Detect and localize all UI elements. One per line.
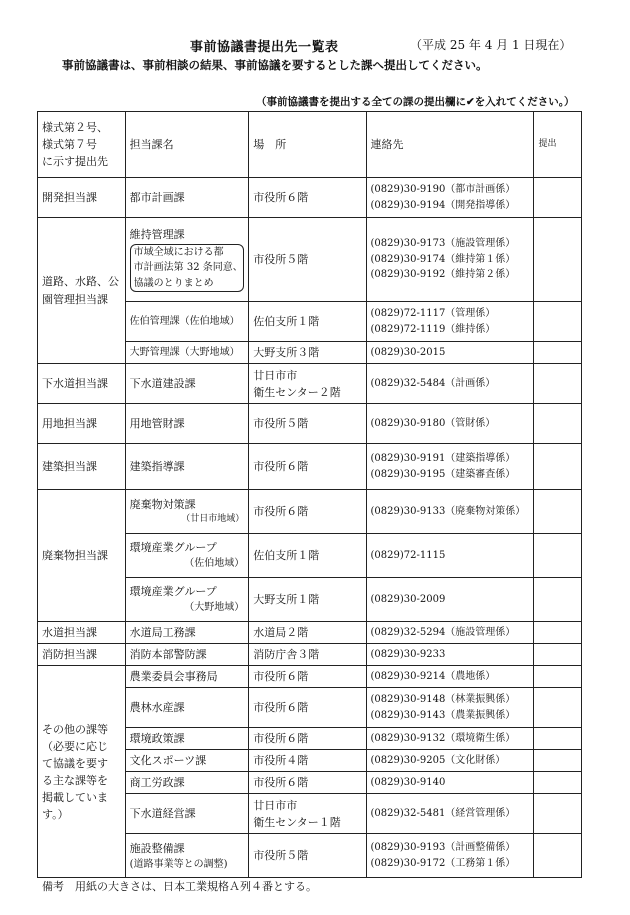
department-cell: 佐伯管理課（佐伯地域） — [125, 302, 249, 342]
category-cell: 下水道担当課 — [38, 364, 126, 404]
as-of-date: （平成 25 年 4 月 1 日現在） — [410, 38, 572, 52]
department-cell: 農業委員会事務局 — [125, 666, 249, 688]
location-cell: 市役所５階 — [249, 834, 366, 878]
document-title: 事前協議書提出先一覧表 — [190, 40, 339, 55]
location-cell: 廿日市市 衛生センター１階 — [249, 794, 366, 834]
category-cell: 消防担当課 — [38, 644, 126, 666]
department-cell: 環境政策課 — [125, 728, 249, 750]
contact-cell: (0829)30-9180（管財係） — [366, 404, 534, 444]
location-cell: 市役所６階 — [249, 666, 366, 688]
department-cell: 消防本部警防課 — [125, 644, 249, 666]
submit-checkbox-cell[interactable] — [534, 444, 582, 490]
table-row — [38, 666, 582, 688]
submit-checkbox-cell[interactable] — [534, 490, 582, 534]
department-cell: 文化スポーツ課 — [125, 750, 249, 772]
location-cell: 佐伯支所１階 — [249, 534, 366, 578]
department-cell: 維持管理課 市域全域における都 市計画法第 32 条同意、 協議のとりまとめ — [125, 218, 249, 302]
submit-checkbox-cell[interactable] — [534, 342, 582, 364]
location-cell: 大野支所３階 — [249, 342, 366, 364]
category-cell: 用地担当課 — [38, 404, 126, 444]
contact-cell: (0829)30-9190（都市計画係） (0829)30-9194（開発指導係） — [366, 178, 534, 218]
header-category: 様式第２号、 様式第７号 に示す提出先 — [38, 112, 126, 178]
department-cell: 都市計画課 — [125, 178, 249, 218]
location-cell: 消防庁舎３階 — [249, 644, 366, 666]
contact-cell: (0829)30-9205（文化財係） — [366, 750, 534, 772]
contact-cell: (0829)30-9132（環境衛生係） — [366, 728, 534, 750]
table-header-row — [38, 112, 582, 178]
department-cell: 商工労政課 — [125, 772, 249, 794]
contact-cell: (0829)30-9140 — [366, 772, 534, 794]
submit-checkbox-cell[interactable] — [534, 834, 582, 878]
table-row — [38, 404, 582, 444]
location-cell: 大野支所１階 — [249, 578, 366, 622]
location-cell: 廿日市市 衛生センター２階 — [249, 364, 366, 404]
contact-cell: (0829)30-9133（廃棄物対策係） — [366, 490, 534, 534]
submit-checkbox-cell[interactable] — [534, 644, 582, 666]
table-row — [38, 490, 582, 534]
header-location: 場 所 — [249, 112, 366, 178]
department-cell: 下水道建設課 — [125, 364, 249, 404]
submit-checkbox-cell[interactable] — [534, 302, 582, 342]
submit-checkbox-cell[interactable] — [534, 666, 582, 688]
contact-cell: (0829)30-9191（建築指導係） (0829)30-9195（建築審査係） — [366, 444, 534, 490]
department-note: 市域全域における都 市計画法第 32 条同意、 協議のとりまとめ — [130, 244, 245, 293]
table-row — [38, 444, 582, 490]
department-cell: 環境産業グループ （佐伯地域） — [125, 534, 249, 578]
department-cell: 水道局工務課 — [125, 622, 249, 644]
header-department: 担当課名 — [125, 112, 249, 178]
department-cell: 建築指導課 — [125, 444, 249, 490]
department-cell: 農林水産課 — [125, 688, 249, 728]
contact-cell: (0829)30-9214（農地係） — [366, 666, 534, 688]
contact-cell: (0829)30-9148（林業振興係） (0829)30-9143（農業振興係） — [366, 688, 534, 728]
submit-checkbox-cell[interactable] — [534, 772, 582, 794]
location-cell: 市役所４階 — [249, 750, 366, 772]
checkbox-note: （事前協議書を提出する全ての課の提出欄に✔を入れてください。） — [256, 96, 575, 108]
contact-cell: (0829)32-5481（経営管理係） — [366, 794, 534, 834]
submit-checkbox-cell[interactable] — [534, 404, 582, 444]
location-cell: 市役所６階 — [249, 490, 366, 534]
contact-cell: (0829)32-5484（計画係） — [366, 364, 534, 404]
department-cell: 廃棄物対策課 （廿日市地域） — [125, 490, 249, 534]
submit-checkbox-cell[interactable] — [534, 178, 582, 218]
category-cell: 道路、水路、公園管理担当課 — [38, 218, 126, 364]
location-cell: 市役所６階 — [249, 772, 366, 794]
contact-cell: (0829)30-2009 — [366, 578, 534, 622]
instruction-text: 事前協議書は、事前相談の結果、事前協議を要するとした課へ提出してください。 — [62, 58, 488, 72]
location-cell: 佐伯支所１階 — [249, 302, 366, 342]
table-row — [38, 364, 582, 404]
category-cell: 水道担当課 — [38, 622, 126, 644]
table-row — [38, 218, 582, 302]
table-row — [38, 622, 582, 644]
submit-checkbox-cell[interactable] — [534, 534, 582, 578]
location-cell: 市役所６階 — [249, 688, 366, 728]
department-cell: 下水道経営課 — [125, 794, 249, 834]
submit-checkbox-cell[interactable] — [534, 728, 582, 750]
category-cell: その他の課等 （必要に応じ て協議を要す る主な課等を 掲載していま す。） — [38, 666, 126, 878]
footer-note: 備考 用紙の大きさは、日本工業規格Ａ列４番とする。 — [42, 880, 317, 893]
contact-cell: (0829)30-9193（計画整備係） (0829)30-9172（工務第１係） — [366, 834, 534, 878]
contact-cell: (0829)32-5294（施設管理係） — [366, 622, 534, 644]
location-cell: 市役所５階 — [249, 218, 366, 302]
department-cell: 環境産業グループ （大野地域） — [125, 578, 249, 622]
header-contact: 連絡先 — [366, 112, 534, 178]
contact-cell: (0829)30-9173（施設管理係） (0829)30-9174（維持第１係） (0829)30-9192（維持第２係） — [366, 218, 534, 302]
location-cell: 市役所６階 — [249, 178, 366, 218]
location-cell: 水道局２階 — [249, 622, 366, 644]
submit-checkbox-cell[interactable] — [534, 750, 582, 772]
category-cell: 開発担当課 — [38, 178, 126, 218]
submit-checkbox-cell[interactable] — [534, 578, 582, 622]
contact-cell: (0829)30-2015 — [366, 342, 534, 364]
contact-cell: (0829)72-1117（管理係） (0829)72-1119（維持係） — [366, 302, 534, 342]
submit-checkbox-cell[interactable] — [534, 364, 582, 404]
submit-checkbox-cell[interactable] — [534, 218, 582, 302]
contact-cell: (0829)30-9233 — [366, 644, 534, 666]
location-cell: 市役所６階 — [249, 728, 366, 750]
department-cell: 用地管財課 — [125, 404, 249, 444]
table-row — [38, 644, 582, 666]
location-cell: 市役所６階 — [249, 444, 366, 490]
submit-checkbox-cell[interactable] — [534, 622, 582, 644]
submission-table — [37, 111, 582, 878]
department-cell: 施設整備課 (道路事業等との調整) — [125, 834, 249, 878]
location-cell: 市役所５階 — [249, 404, 366, 444]
table-row — [38, 178, 582, 218]
submit-checkbox-cell[interactable] — [534, 794, 582, 834]
category-cell: 建築担当課 — [38, 444, 126, 490]
contact-cell: (0829)72-1115 — [366, 534, 534, 578]
submit-checkbox-cell[interactable] — [534, 688, 582, 728]
header-submit: 提出 — [534, 112, 582, 178]
department-cell: 大野管理課（大野地域） — [125, 342, 249, 364]
category-cell: 廃棄物担当課 — [38, 490, 126, 622]
